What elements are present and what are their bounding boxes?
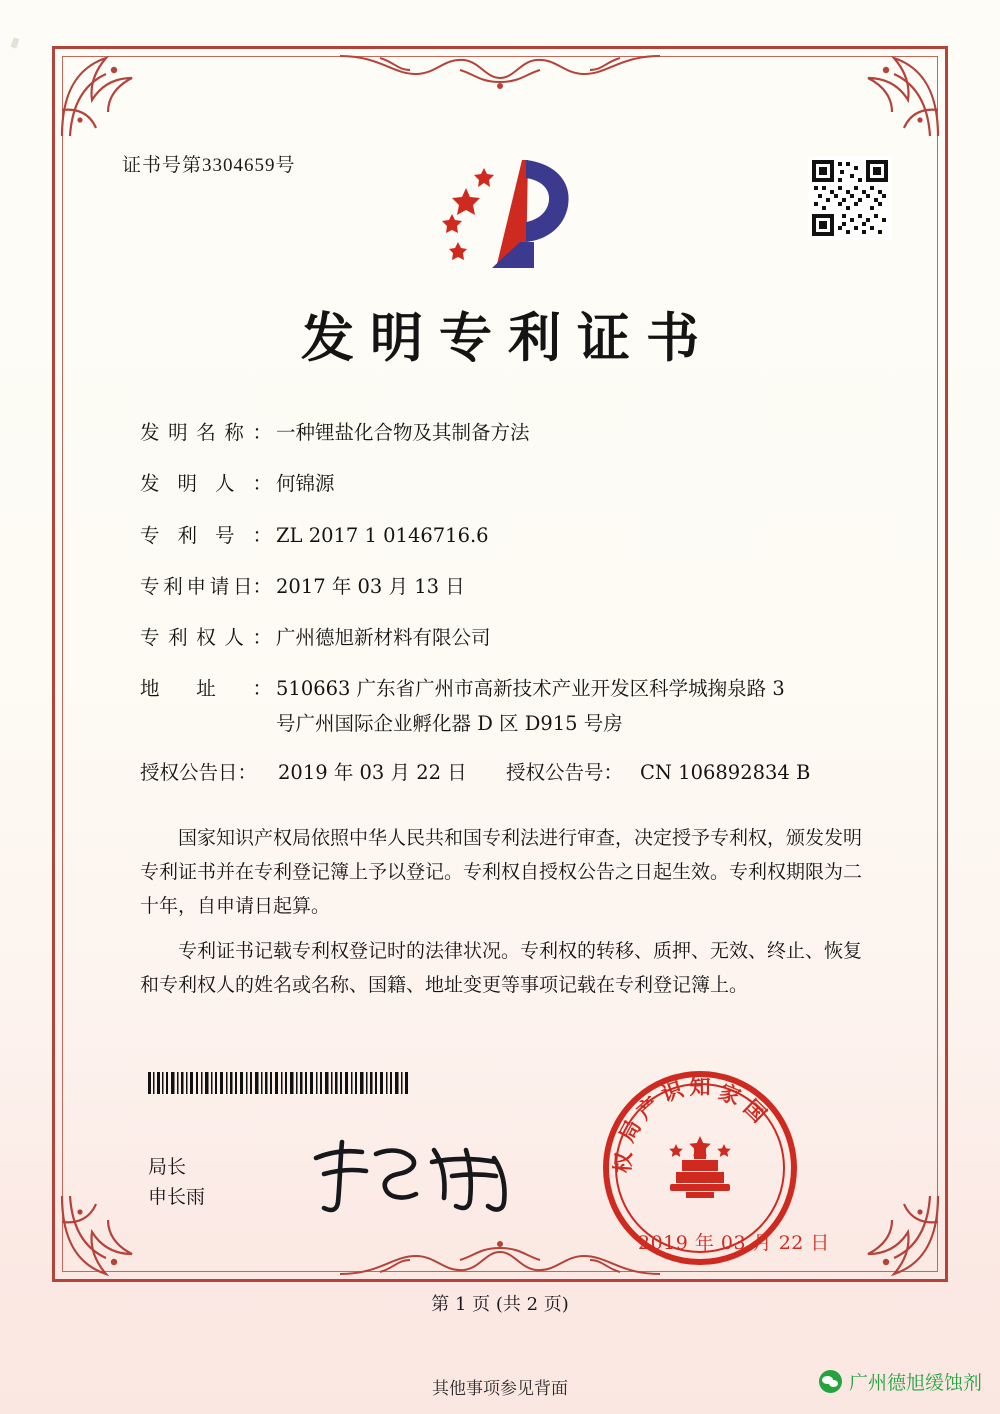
- handwritten-signature: [306, 1128, 536, 1218]
- page-number: 第 1 页 (共 2 页): [431, 1294, 569, 1315]
- field-label-patentee: 专 利 权 人 ：: [140, 626, 272, 649]
- wechat-icon: [819, 1370, 842, 1393]
- signature-labels: [148, 1152, 205, 1213]
- svg-text:知: 知: [689, 1074, 711, 1099]
- corner-ornament-top-left: [56, 50, 148, 142]
- wechat-watermark-text: 广州德旭缓蚀剂: [848, 1372, 982, 1394]
- commissioner-name-label: 申长雨: [148, 1186, 206, 1209]
- field-row-invention-name: [140, 418, 870, 447]
- field-value-application-date: 2017 年 03 月 13 日: [276, 574, 465, 598]
- svg-text:识: 识: [657, 1076, 687, 1107]
- svg-text:局: 局: [613, 1115, 646, 1146]
- qr-code: [808, 156, 892, 240]
- page-title: 发明专利证书: [301, 307, 715, 369]
- field-list: [140, 418, 870, 809]
- certificate-number: 证书号第3304659号: [122, 155, 296, 176]
- field-value-patentee: 广州德旭新材料有限公司: [276, 626, 491, 649]
- cnipa-logo-icon: [430, 150, 590, 275]
- field-row-patentee: [140, 623, 870, 652]
- field-row-grant-publication: [140, 758, 870, 787]
- corner-ornament-bottom-right: [852, 1190, 944, 1282]
- border-flourish-top: [340, 48, 660, 102]
- wechat-watermark: [819, 1368, 982, 1395]
- field-label-address: 地 址 ：: [140, 677, 272, 701]
- legal-paragraph-1: 国家知识产权局依照中华人民共和国专利法进行审查，决定授予专利权，颁发发明专利证书并在专利登记簿上予以登记。专利权自授权公告之日起生效。专利权期限为二十年，自申请日起算。: [140, 827, 863, 917]
- field-row-inventor: [140, 469, 870, 498]
- field-row-application-date: [140, 572, 870, 601]
- field-label-publication-number: 授权公告号：: [506, 760, 624, 784]
- corner-ornament-bottom-left: [56, 1190, 148, 1282]
- field-value-publication-number: CN 106892834 B: [640, 760, 811, 784]
- svg-text:产: 产: [631, 1091, 664, 1125]
- field-label-patent-number: 专 利 号 ：: [140, 523, 272, 547]
- commissioner-role-label: 局长: [148, 1156, 187, 1178]
- field-value-inventor: 何锦源: [276, 472, 335, 496]
- barcode: [148, 1072, 410, 1094]
- svg-text:家: 家: [715, 1078, 745, 1110]
- field-label-inventor: 发 明 人 ：: [140, 472, 272, 496]
- field-row-address: [140, 674, 870, 703]
- field-value-invention-name: 一种锂盐化合物及其制备方法: [276, 421, 530, 444]
- field-value-address-line1: 510663 广东省广州市高新技术产业开发区科学城掬泉路 3: [276, 677, 785, 701]
- field-value-patent-number: ZL 2017 1 0146716.6: [276, 523, 489, 547]
- corner-ornament-top-right: [852, 50, 944, 142]
- paper-speck: [11, 37, 20, 48]
- field-label-grant-date: 授权公告日：: [140, 760, 258, 784]
- legal-body: [140, 822, 862, 1015]
- field-row-patent-number: [140, 521, 870, 550]
- svg-text:国: 国: [738, 1094, 772, 1128]
- field-value-address-line2: 号广州国际企业孵化器 D 区 D915 号房: [276, 711, 623, 735]
- field-value-grant-date: 2019 年 03 月 22 日: [278, 760, 467, 784]
- field-label-invention-name: 发 明 名 称 ：: [140, 421, 272, 444]
- svg-text:权: 权: [609, 1151, 636, 1174]
- field-label-application-date: 专 利 申 请 日：: [140, 574, 272, 598]
- legal-paragraph-2: 专利证书记载专利权登记时的法律状况。专利权的转移、质押、无效、终止、恢复和专利权人的姓名或名称、国籍、地址变更等事项记载在专利登记簿上。: [140, 940, 863, 997]
- seal-date: 2019 年 03 月 22 日: [638, 1232, 830, 1254]
- footer-note: 其他事项参见背面: [432, 1379, 568, 1399]
